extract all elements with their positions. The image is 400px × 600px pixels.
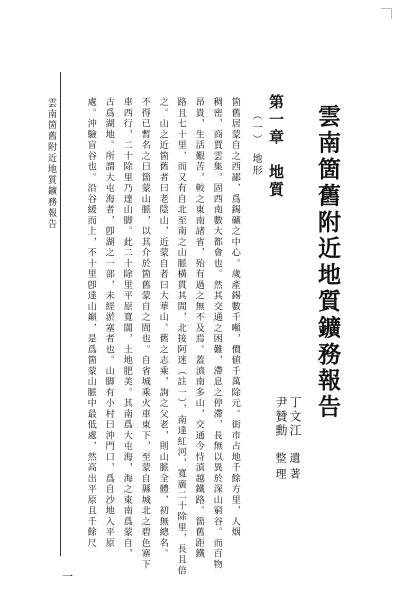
author-name-1: 丁文江 xyxy=(288,396,302,438)
body-line: 處。沖驗盲谷也。沿谷緩而上，不十里卽達山巔，是爲箇蒙山脈中最低處，然高出平原且千餘尺 xyxy=(85,97,97,549)
page-number: 一 xyxy=(62,570,73,583)
body-line: 路且七十里，而又有自北至南之山脈橫貫其間，北接阿迷（註一），南達紅河，寬廣二十除里，長且倍 xyxy=(175,97,187,577)
author-role-1: 遺著 xyxy=(288,452,301,484)
body-line: 之。山之近箇舊者曰老陰山，近蒙自者曰大華山。舊之志乘，詢之父老，則山脈全體，初無總名。 xyxy=(157,97,169,560)
body-line: 箇舊居蒙自之西鄙，爲錫礦之中心。歲產錫數千噸，價値千萬除元。街市占地千餘方里，人烟 xyxy=(229,97,241,538)
body-line: 昂貴，生活艱苦，較之東南諸省，殆有過之無不及焉。蓋滇南多山，交通今恃滇越鐵路。箇舊距鐵 xyxy=(193,97,205,560)
body-line: 車西行，二十除里乃達山脚。此二十除里平原寬闊，土地肥美。其南爲大屯海，海之東南爲蒙自， xyxy=(121,97,133,560)
author-role-2: 整理 xyxy=(274,452,287,484)
running-head: 雲南箇舊附近地質鑛務報告 xyxy=(46,98,56,230)
section-heading: （一） 地形 xyxy=(250,110,261,177)
scan-corner-mark xyxy=(381,8,392,19)
margin-rule xyxy=(60,72,61,556)
body-line: 稠密，商賈雲集，固西南數大都會也。然其交通之困難，滯息之停滯，長無以異於深山窮谷。而百物 xyxy=(211,97,223,570)
chapter-heading: 第一章 地質 xyxy=(267,94,285,199)
body-line: 古爲湖地。所謂大屯海者，卽湖之一部，未經淤塞者也。山脚有小村曰沖門口，爲自沙地入平原 xyxy=(103,97,115,549)
body-line: 不得已暫名之曰箇蒙山脈，以其介於箇舊蒙自之間也。自省城乘火車東下，至蒙自縣城北之碧色寨下 xyxy=(139,97,151,570)
author-name-2: 尹贊勳 xyxy=(274,396,288,438)
report-title: 雲南箇舊附近地質鑛務報告 xyxy=(314,104,341,421)
